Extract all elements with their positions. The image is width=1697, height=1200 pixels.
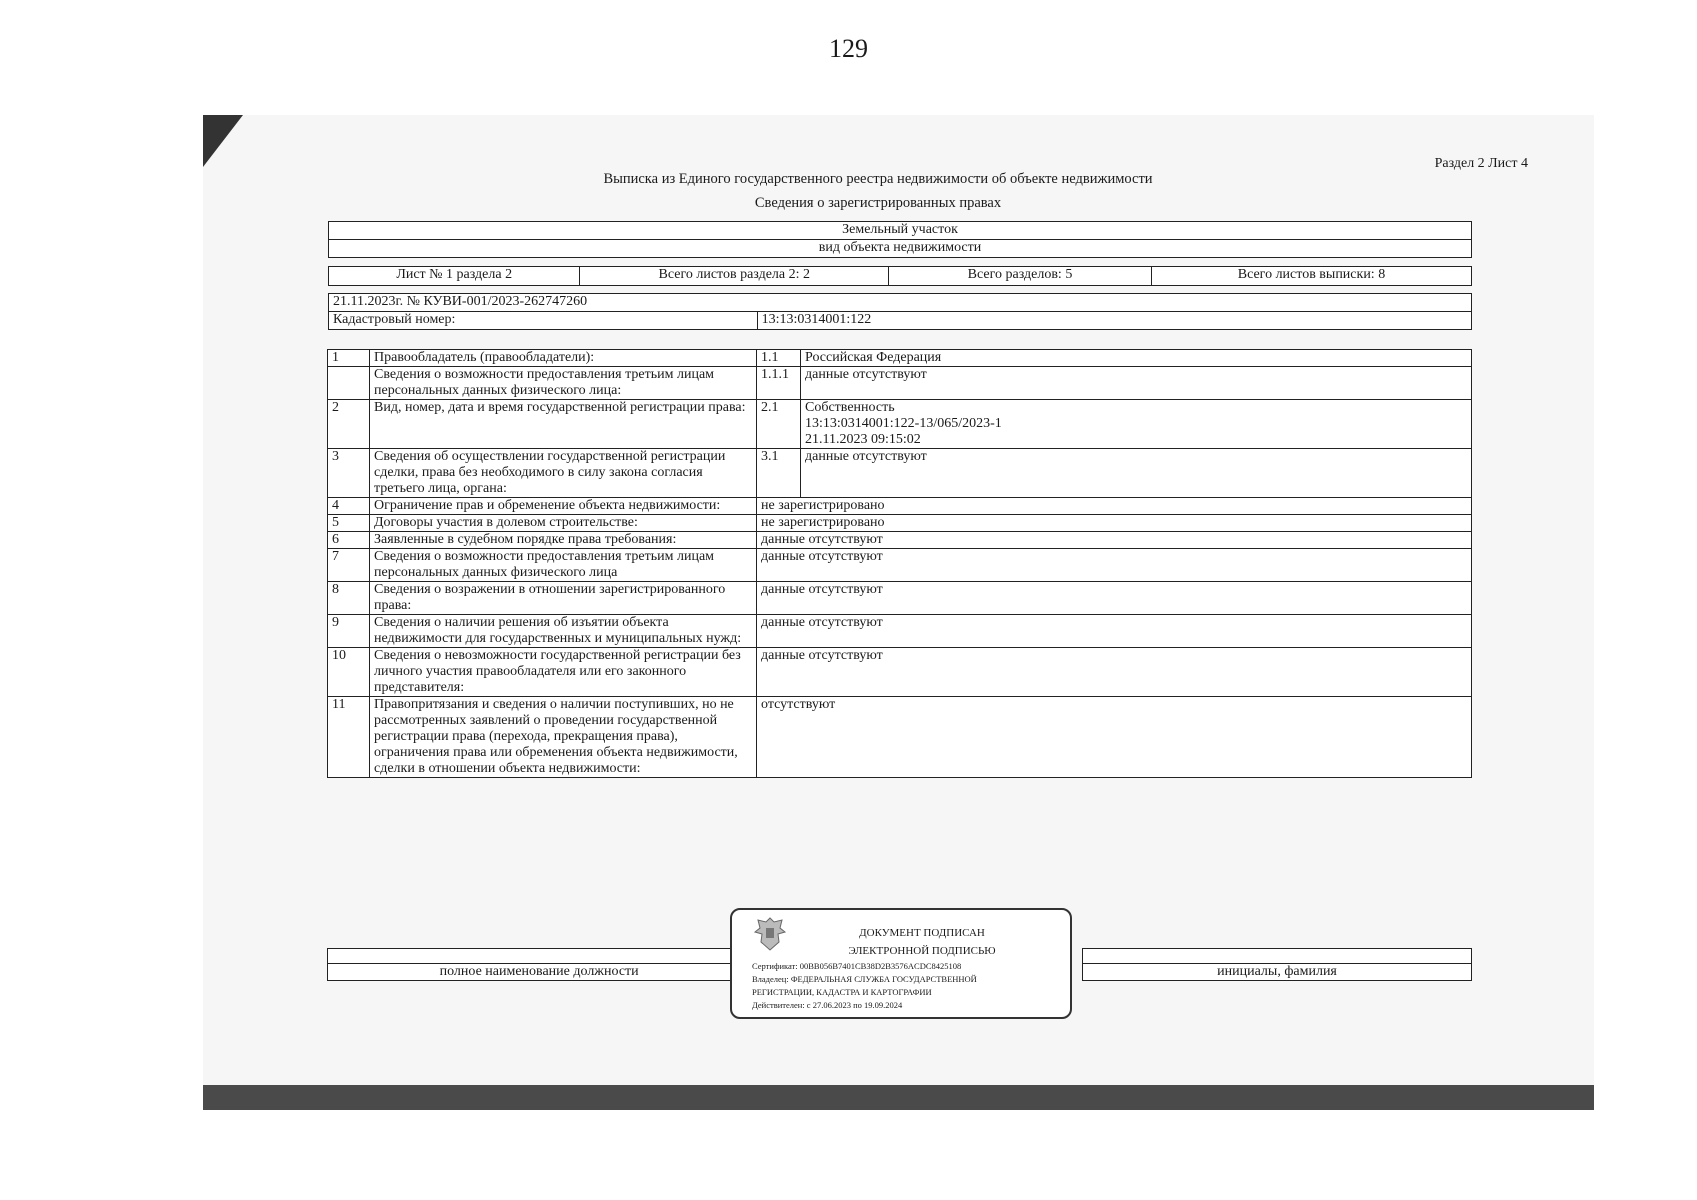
- stamp-title-line1: ДОКУМЕНТ ПОДПИСАН: [859, 927, 985, 939]
- table-row: [328, 532, 1472, 549]
- stamp-certificate: Сертификат: 00BB056B7401CB38D2B3576ACDC8425108: [752, 961, 962, 971]
- row-subnumber: 1.1.1: [757, 367, 801, 400]
- row-label: Сведения об осуществлении государственной регистрации сделки, права без необходимого в силу закона согласия третьего лица, органа:: [370, 449, 757, 498]
- row-value: данные отсутствуют: [757, 532, 1472, 549]
- row-label: Сведения о возражении в отношении зарегистрированного права:: [370, 582, 757, 615]
- row-label: Правопритязания и сведения о наличии поступивших, но не рассмотренных заявлений о проведении государственной регистрации права (перехода, прекращения права), ограничения права или обременения объекта недвижимости, сделки в отношении объекта недвижимости:: [370, 697, 757, 778]
- row-number: 11: [328, 697, 370, 778]
- document-subtitle: Сведения о зарегистрированных правах: [754, 195, 1002, 211]
- row-value: данные отсутствуют: [757, 615, 1472, 648]
- row-value: данные отсутствуют: [757, 648, 1472, 697]
- stamp-validity: Действителен: с 27.06.2023 по 19.09.2024: [752, 1000, 903, 1010]
- row-number: 9: [328, 615, 370, 648]
- row-value: данные отсутствуют: [801, 367, 1472, 400]
- object-type: Земельный участок: [329, 222, 1472, 240]
- row-label: Вид, номер, дата и время государственной регистрации права:: [370, 400, 757, 449]
- row-label: Правообладатель (правообладатели):: [370, 350, 757, 367]
- table-row: [328, 498, 1472, 515]
- table-row: [328, 582, 1472, 615]
- eagle-emblem-icon: [752, 914, 788, 954]
- registration-number: 13:13:0314001:122-13/065/2023-1: [805, 416, 1002, 431]
- scan-corner-shadow: [203, 115, 243, 167]
- row-label: Сведения о невозможности государственной регистрации без личного участия правообладателя или его законного представителя:: [370, 648, 757, 697]
- table-row: [328, 449, 1472, 498]
- object-type-table: [328, 221, 1472, 258]
- table-row: [328, 367, 1472, 400]
- row-value: данные отсутствуют: [757, 549, 1472, 582]
- table-row: [328, 697, 1472, 778]
- scanned-document: [203, 115, 1594, 1110]
- row-label: Ограничение прав и обременение объекта недвижимости:: [370, 498, 757, 515]
- stamp-owner: Владелец: ФЕДЕРАЛЬНАЯ СЛУЖБА ГОСУДАРСТВЕННОЙ: [752, 974, 977, 984]
- table-row: [328, 615, 1472, 648]
- row-number: 8: [328, 582, 370, 615]
- row-value: не зарегистрировано: [757, 498, 1472, 515]
- table-row: [328, 400, 1472, 449]
- row-value: отсутствуют: [757, 697, 1472, 778]
- page-number: 129: [829, 34, 868, 63]
- stamp-title-line2: ЭЛЕКТРОННОЙ ПОДПИСЬЮ: [848, 945, 996, 957]
- section-sheet-label: Раздел 2 Лист 4: [1434, 156, 1528, 171]
- scan-bottom-shadow: [203, 1085, 1594, 1110]
- cadastral-label: Кадастровый номер:: [329, 312, 758, 330]
- total-extract-sheets: Всего листов выписки: 8: [1151, 267, 1471, 286]
- info-table: [328, 293, 1472, 330]
- table-row: [328, 549, 1472, 582]
- row-value: Российская Федерация: [801, 350, 1472, 367]
- row-label: Сведения о наличии решения об изъятии объекта недвижимости для государственных и муниципальных нужд:: [370, 615, 757, 648]
- electronic-signature-stamp: [730, 908, 1072, 1019]
- row-subnumber: 1.1: [757, 350, 801, 367]
- sheet-number: Лист № 1 раздела 2: [329, 267, 580, 286]
- row-number: 2: [328, 400, 370, 449]
- row-value: данные отсутствуют: [801, 449, 1472, 498]
- row-value: данные отсутствуют: [757, 582, 1472, 615]
- row-value: не зарегистрировано: [757, 515, 1472, 532]
- row-number: 4: [328, 498, 370, 515]
- row-number: [328, 367, 370, 400]
- row-label: Сведения о возможности предоставления третьим лицам персональных данных физического лица:: [370, 367, 757, 400]
- stamp-owner-cont: РЕГИСТРАЦИИ, КАДАСТРА И КАРТОГРАФИИ: [752, 987, 932, 997]
- row-number: 6: [328, 532, 370, 549]
- position-field: [328, 949, 751, 964]
- total-section-sheets: Всего листов раздела 2: 2: [580, 267, 889, 286]
- row-number: 10: [328, 648, 370, 697]
- row-number: 3: [328, 449, 370, 498]
- row-number: 1: [328, 350, 370, 367]
- date-number: 21.11.2023г. № КУВИ-001/2023-262747260: [329, 294, 1472, 312]
- row-label: Договоры участия в долевом строительстве:: [370, 515, 757, 532]
- row-number: 5: [328, 515, 370, 532]
- registration-datetime: 21.11.2023 09:15:02: [805, 432, 921, 447]
- total-sections: Всего разделов: 5: [889, 267, 1152, 286]
- row-number: 7: [328, 549, 370, 582]
- cadastral-value: 13:13:0314001:122: [757, 312, 1471, 330]
- position-caption: полное наименование должности: [328, 964, 751, 981]
- right-type: Собственность: [805, 400, 895, 415]
- table-row: [328, 515, 1472, 532]
- table-row: [328, 648, 1472, 697]
- row-value: [801, 400, 1472, 449]
- table-row: [328, 350, 1472, 367]
- row-subnumber: 3.1: [757, 449, 801, 498]
- rights-table: [327, 349, 1472, 778]
- row-label: Сведения о возможности предоставления третьим лицам персональных данных физического лица: [370, 549, 757, 582]
- document-title: Выписка из Единого государственного реестра недвижимости об объекте недвижимости: [603, 171, 1153, 187]
- object-type-caption: вид объекта недвижимости: [329, 240, 1472, 258]
- row-label: Заявленные в судебном порядке права требования:: [370, 532, 757, 549]
- name-field: [1083, 949, 1472, 964]
- name-caption: инициалы, фамилия: [1083, 964, 1472, 981]
- sheets-table: [328, 266, 1472, 286]
- row-subnumber: 2.1: [757, 400, 801, 449]
